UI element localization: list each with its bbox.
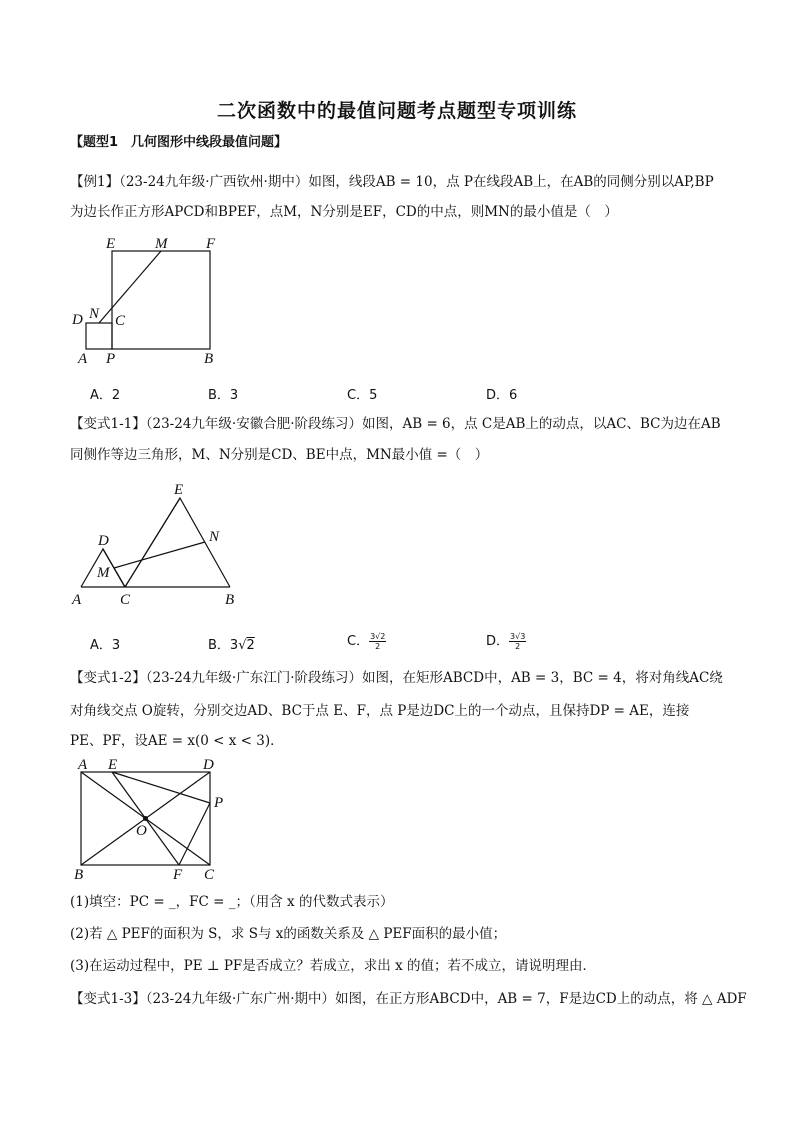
label-e: E (106, 236, 116, 252)
label-e: E (174, 482, 184, 498)
label-d: D (203, 757, 214, 773)
variant11-option-c (347, 630, 386, 651)
variant12-figure (66, 755, 236, 885)
label-p: P (106, 351, 116, 367)
label-b: B (225, 592, 235, 608)
label-b: B (204, 351, 214, 367)
square-apcd (86, 323, 112, 349)
variant12-question1: (1)填空：PC = _，FC = _；（用含 x 的代数式表示） (70, 894, 394, 910)
label-n: N (209, 529, 220, 545)
option-d-prefix: D． (486, 634, 510, 649)
variant12-text-line3: PE、PF，设AE = x(0 < x < 3)． (70, 733, 284, 749)
segment-mn (99, 251, 161, 323)
label-b: B (74, 867, 84, 883)
example1-option-d: D．6 (486, 388, 518, 403)
option-d-fraction (509, 632, 526, 651)
example1-option-a: A．2 (90, 388, 121, 403)
segment-ce (125, 498, 180, 587)
label-c: C (120, 592, 131, 608)
fraction-numerator: 3√2 (370, 632, 386, 641)
example1-text-line2: 为边长作正方形APCD和BPEF，点M，N分别是EF，CD的中点，则MN的最小值是（ ） (70, 204, 618, 220)
fraction-numerator: 3√3 (510, 632, 526, 641)
square-bpef (112, 251, 210, 349)
label-c: C (115, 313, 126, 329)
variant11-option-d (486, 630, 526, 651)
variant12-question3: (3)在运动过程中，PE ⊥ PF是否成立？若成立，求出 x 的值；若不成立，请说明理由． (70, 958, 596, 974)
label-m: M (97, 565, 110, 581)
label-a: A (72, 592, 82, 608)
option-c-prefix: C． (347, 634, 370, 649)
label-e: E (108, 757, 118, 773)
segment-mc (114, 568, 125, 587)
segment-mn (114, 542, 205, 568)
variant11-figure (66, 478, 246, 610)
segment-pe (112, 772, 210, 803)
option-c-fraction (369, 632, 386, 651)
fraction-denominator: 2 (375, 642, 381, 651)
label-m: M (155, 236, 168, 252)
variant11-text-line1: 【变式1-1】（23-24九年级·安徽合肥·阶段练习）如图，AB = 6，点 C是AB上的动点，以AC、BC为边在AB (70, 416, 721, 432)
segment-pf (179, 803, 210, 865)
example1-text-line1: 【例1】（23-24九年级·广西钦州·期中）如图，线段AB = 10，点 P在线段AB上，在AB的同侧分别以AP,BP (70, 174, 714, 190)
label-f: F (206, 236, 216, 252)
variant12-text-line1: 【变式1-2】（23-24九年级·广东江门·阶段练习）如图，在矩形ABCD中，AB = 3，BC = 4，将对角线AC绕 (70, 670, 723, 686)
example1-option-c: C．5 (347, 388, 378, 403)
label-d: D (98, 533, 109, 549)
fraction-denominator: 2 (515, 642, 521, 651)
option-b-radicand: 2 (246, 638, 255, 653)
variant11-option-a: A．3 (90, 638, 121, 653)
option-b-coefficient: B．3 (208, 638, 239, 653)
label-d: D (72, 312, 83, 328)
label-c: C (204, 867, 215, 883)
point-o (143, 816, 148, 821)
label-p: P (214, 795, 224, 811)
label-n: N (89, 306, 100, 322)
label-o: O (136, 823, 147, 839)
example1-figure (66, 232, 236, 367)
variant11-option-b (208, 634, 255, 653)
example1-option-b: B．3 (208, 388, 239, 403)
variant11-text-line2: 同侧作等边三角形，M、N分别是CD、BE中点，MN最小值 =（ ） (70, 447, 489, 463)
variant12-text-line2: 对角线交点 O旋转，分别交边AD、BC于点 E、F，点 P是边DC上的一个动点，且保持DP = AE，连接 (70, 703, 690, 719)
variant12-question2: (2)若 △ PEF的面积为 S，求 S与 x的函数关系及 △ PEF面积的最小值； (70, 926, 507, 942)
page-title: 二次函数中的最值问题考点题型专项训练 (216, 100, 577, 122)
section-heading: 【题型1 几何图形中线段最值问题】 (70, 135, 288, 150)
label-f: F (173, 867, 183, 883)
sqrt-sign: √ (238, 638, 247, 653)
variant13-text-line1: 【变式1-3】（23-24九年级·广东广州·期中）如图，在正方形ABCD中，AB = 7，F是边CD上的动点，将 △ ADF (70, 991, 747, 1007)
label-a: A (78, 351, 88, 367)
label-a: A (78, 757, 88, 773)
